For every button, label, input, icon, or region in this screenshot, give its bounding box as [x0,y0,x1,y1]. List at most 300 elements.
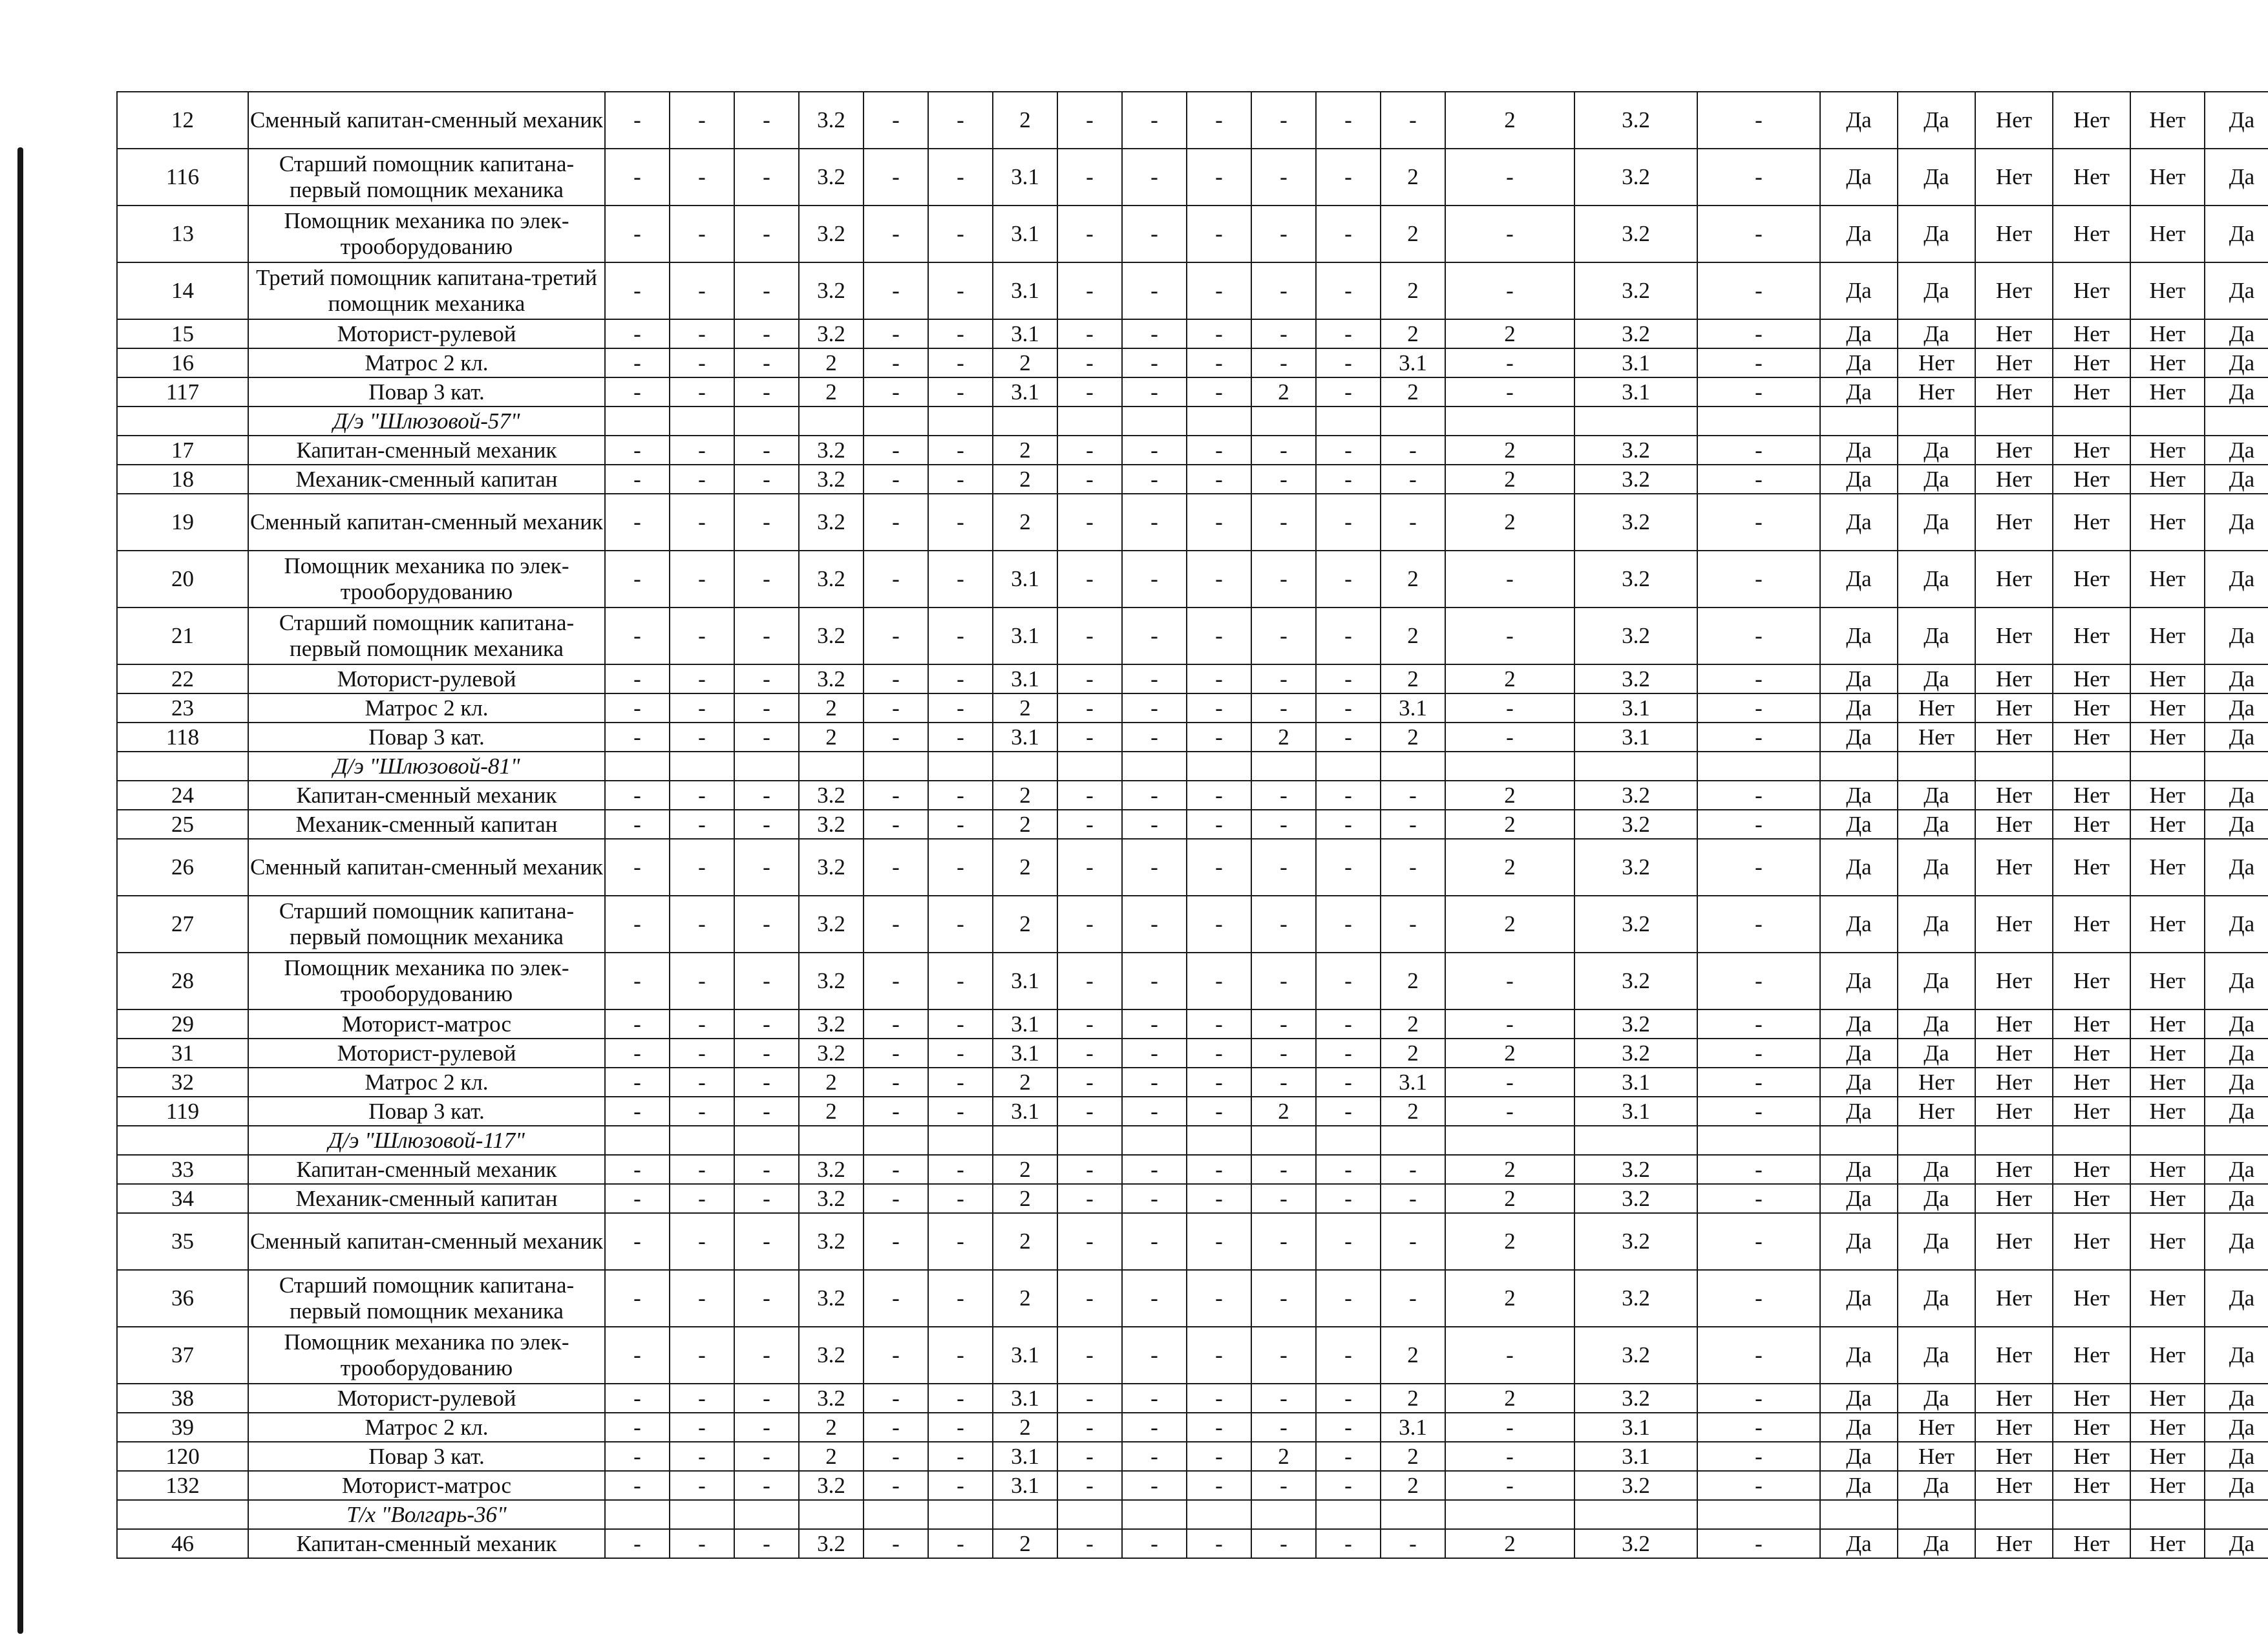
value-cell: 2 [799,1068,864,1097]
value-cell: Нет [1898,1097,1975,1126]
value-cell: - [1445,149,1574,206]
value-cell: - [864,1270,928,1327]
empty-cell [1574,752,1697,781]
position-name: Помощник механика по элек-трооборудованию [248,1327,605,1384]
value-cell: - [1445,262,1574,319]
empty-cell [993,752,1057,781]
empty-cell [1898,752,1975,781]
value-cell: - [1057,465,1122,494]
value-cell: - [670,1413,734,1442]
empty-cell [928,752,993,781]
value-cell: - [1381,810,1445,839]
value-cell: Да [2205,206,2268,262]
empty-cell [2130,752,2205,781]
value-cell: Да [1898,1529,1975,1558]
value-cell: - [1381,494,1445,551]
value-cell: - [1057,377,1122,407]
value-cell: Да [1820,839,1898,896]
empty-cell [2130,407,2205,436]
value-cell: - [670,607,734,664]
value-cell: - [1187,839,1251,896]
section-num-cell [117,407,248,436]
value-cell: - [928,1155,993,1184]
value-cell: Да [1820,1384,1898,1413]
value-cell: 3.1 [1574,693,1697,723]
value-cell: Да [2205,664,2268,693]
value-cell: Да [2205,1384,2268,1413]
value-cell: - [734,149,799,206]
value-cell: 3.2 [799,1327,864,1384]
value-cell: - [1316,262,1381,319]
row-number: 27 [117,896,248,953]
value-cell: - [1697,348,1820,377]
value-cell: - [670,149,734,206]
value-cell: 2 [1381,1384,1445,1413]
value-cell: Да [2205,465,2268,494]
value-cell: - [928,1471,993,1500]
value-cell: - [1057,1039,1122,1068]
value-cell: - [1122,723,1187,752]
table-row [117,1270,2268,1327]
value-cell: Да [1820,781,1898,810]
value-cell: Да [2205,1213,2268,1270]
value-cell: - [1122,149,1187,206]
position-name: Повар 3 кат. [248,723,605,752]
value-cell: 2 [1445,92,1574,149]
value-cell: Да [2205,1155,2268,1184]
value-cell: Да [1898,551,1975,607]
value-cell: Нет [1975,149,2053,206]
value-cell: - [1122,551,1187,607]
value-cell: - [1316,664,1381,693]
value-cell: 3.2 [799,551,864,607]
value-cell: - [734,92,799,149]
value-cell: 3.2 [799,1270,864,1327]
table-row [117,1213,2268,1270]
value-cell: Да [1898,1184,1975,1213]
value-cell: - [1057,348,1122,377]
value-cell: Да [2205,839,2268,896]
value-cell: Нет [2053,1384,2130,1413]
position-name: Моторист-рулевой [248,1384,605,1413]
value-cell: - [1251,1184,1316,1213]
table-row [117,693,2268,723]
row-number: 132 [117,1471,248,1500]
value-cell: - [1381,1529,1445,1558]
table-row [117,319,2268,348]
value-cell: 2 [1445,781,1574,810]
value-cell: - [1057,1068,1122,1097]
empty-cell [605,752,670,781]
value-cell: Нет [2053,494,2130,551]
value-cell: Да [1820,262,1898,319]
value-cell: Да [2205,1009,2268,1039]
value-cell: 3.2 [799,319,864,348]
value-cell: - [864,1413,928,1442]
value-cell: - [864,810,928,839]
value-cell: 3.2 [1574,1529,1697,1558]
row-number: 46 [117,1529,248,1558]
value-cell: 2 [799,1413,864,1442]
value-cell: - [1445,377,1574,407]
value-cell: Нет [2130,465,2205,494]
row-number: 33 [117,1155,248,1184]
value-cell: - [928,92,993,149]
value-cell: 3.1 [993,953,1057,1009]
empty-cell [1316,752,1381,781]
value-cell: Да [2205,551,2268,607]
value-cell: - [1251,781,1316,810]
value-cell: Да [1898,149,1975,206]
value-cell: - [864,1529,928,1558]
value-cell: 2 [1381,723,1445,752]
value-cell: - [670,262,734,319]
value-cell: 3.1 [993,1442,1057,1471]
value-cell: 2 [993,92,1057,149]
value-cell: Да [2205,953,2268,1009]
value-cell: - [1445,551,1574,607]
empty-cell [1697,1126,1820,1155]
value-cell: - [864,149,928,206]
value-cell: - [734,896,799,953]
table-row [117,1471,2268,1500]
value-cell: Нет [1975,1327,2053,1384]
value-cell: - [1057,319,1122,348]
value-cell: - [734,810,799,839]
value-cell: - [1697,1039,1820,1068]
value-cell: - [928,810,993,839]
empty-cell [1381,407,1445,436]
value-cell: - [1697,953,1820,1009]
value-cell: Нет [2130,551,2205,607]
value-cell: 3.2 [799,810,864,839]
value-cell: - [1122,1384,1187,1413]
scan-edge-mark [17,147,23,1634]
position-name: Повар 3 кат. [248,1097,605,1126]
value-cell: Нет [2053,1529,2130,1558]
value-cell: - [1251,494,1316,551]
value-cell: - [1122,839,1187,896]
position-name: Матрос 2 кл. [248,1068,605,1097]
value-cell: Да [1820,1327,1898,1384]
value-cell: - [1697,693,1820,723]
value-cell: - [670,723,734,752]
value-cell: - [1316,953,1381,1009]
value-cell: - [1316,1155,1381,1184]
value-cell: - [1187,206,1251,262]
value-cell: - [734,693,799,723]
value-cell: Да [1820,1155,1898,1184]
value-cell: Да [1820,149,1898,206]
value-cell: 3.2 [799,607,864,664]
empty-cell [1381,1126,1445,1155]
value-cell: - [928,1009,993,1039]
table-row [117,607,2268,664]
position-name: Капитан-сменный механик [248,436,605,465]
row-number: 29 [117,1009,248,1039]
value-cell: - [734,1327,799,1384]
value-cell: - [1057,1384,1122,1413]
row-number: 13 [117,206,248,262]
table-row [117,1442,2268,1471]
value-cell: Нет [2130,1068,2205,1097]
value-cell: Да [1820,1529,1898,1558]
position-name: Третий помощник капитана-третий помощник механика [248,262,605,319]
value-cell: - [1316,465,1381,494]
empty-cell [864,752,928,781]
table-row [117,1068,2268,1097]
value-cell: - [1316,551,1381,607]
value-cell: - [670,810,734,839]
empty-cell [1251,752,1316,781]
value-cell: 3.1 [993,1009,1057,1039]
value-cell: - [605,781,670,810]
value-cell: - [1251,1529,1316,1558]
value-cell: Нет [2130,1442,2205,1471]
empty-cell [799,1500,864,1529]
value-cell: Нет [2130,953,2205,1009]
value-cell: - [1697,810,1820,839]
value-cell: 3.2 [1574,953,1697,1009]
value-cell: Да [1820,607,1898,664]
value-cell: 2 [1445,839,1574,896]
value-cell: 3.2 [1574,1039,1697,1068]
value-cell: Нет [1975,839,2053,896]
value-cell: Да [1898,206,1975,262]
value-cell: - [1122,1529,1187,1558]
value-cell: - [1057,693,1122,723]
position-name: Капитан-сменный механик [248,1155,605,1184]
value-cell: Да [1898,664,1975,693]
empty-cell [1316,1500,1381,1529]
value-cell: - [864,206,928,262]
empty-cell [1251,1126,1316,1155]
value-cell: - [1316,436,1381,465]
value-cell: - [1057,1184,1122,1213]
value-cell: - [1187,1327,1251,1384]
value-cell: - [1445,1009,1574,1039]
value-cell: Нет [1975,1155,2053,1184]
value-cell: - [1122,1009,1187,1039]
value-cell: 2 [1381,1097,1445,1126]
value-cell: Да [2205,781,2268,810]
value-cell: Да [1898,1327,1975,1384]
value-cell: - [1251,1270,1316,1327]
value-cell: 2 [799,723,864,752]
value-cell: - [670,953,734,1009]
value-cell: - [1316,1097,1381,1126]
empty-cell [1316,407,1381,436]
table-row [117,149,2268,206]
position-name: Моторист-матрос [248,1471,605,1500]
value-cell: - [928,1068,993,1097]
value-cell: Нет [1975,1413,2053,1442]
value-cell: 2 [1445,319,1574,348]
value-cell: 3.1 [1574,377,1697,407]
value-cell: - [1697,839,1820,896]
value-cell: - [734,1442,799,1471]
empty-cell [2130,1126,2205,1155]
value-cell: - [1316,1009,1381,1039]
table-row [117,1097,2268,1126]
value-cell: Нет [2130,319,2205,348]
row-number: 31 [117,1039,248,1068]
value-cell: - [1697,436,1820,465]
section-header-row [117,407,2268,436]
value-cell: - [670,1270,734,1327]
value-cell: - [670,1039,734,1068]
value-cell: - [1122,1039,1187,1068]
position-name: Моторист-рулевой [248,319,605,348]
value-cell: - [1251,1009,1316,1039]
empty-cell [1187,752,1251,781]
row-number: 16 [117,348,248,377]
empty-cell [734,1500,799,1529]
value-cell: - [1381,436,1445,465]
value-cell: - [1445,206,1574,262]
value-cell: Да [1898,1155,1975,1184]
value-cell: - [864,1384,928,1413]
empty-cell [1820,407,1898,436]
value-cell: Да [2205,319,2268,348]
table-row [117,723,2268,752]
row-number: 21 [117,607,248,664]
value-cell: - [605,693,670,723]
value-cell: Да [2205,436,2268,465]
value-cell: Да [1820,319,1898,348]
value-cell: 3.2 [799,465,864,494]
value-cell: 2 [1251,1442,1316,1471]
value-cell: 3.1 [993,1384,1057,1413]
position-name: Капитан-сменный механик [248,781,605,810]
value-cell: - [605,1039,670,1068]
value-cell: - [928,1270,993,1327]
value-cell: - [1187,1039,1251,1068]
value-cell: Нет [2053,319,2130,348]
value-cell: 3.1 [993,1327,1057,1384]
value-cell: Нет [2130,1097,2205,1126]
value-cell: 3.2 [1574,810,1697,839]
value-cell: - [734,465,799,494]
empty-cell [1122,1500,1187,1529]
value-cell: - [928,896,993,953]
value-cell: - [1187,377,1251,407]
value-cell: Да [1820,494,1898,551]
value-cell: 2 [1445,1155,1574,1184]
value-cell: 3.1 [1381,1413,1445,1442]
value-cell: Нет [2130,1039,2205,1068]
value-cell: Да [2205,262,2268,319]
value-cell: - [864,551,928,607]
value-cell: - [1251,693,1316,723]
value-cell: - [1251,348,1316,377]
value-cell: 3.1 [993,551,1057,607]
row-number: 17 [117,436,248,465]
value-cell: 3.1 [993,206,1057,262]
value-cell: - [928,781,993,810]
value-cell: - [1697,1068,1820,1097]
value-cell: Нет [1898,1442,1975,1471]
value-cell: - [1697,896,1820,953]
row-number: 26 [117,839,248,896]
value-cell: Да [2205,1039,2268,1068]
value-cell: Нет [2130,1213,2205,1270]
value-cell: Нет [1975,1270,2053,1327]
value-cell: - [605,1471,670,1500]
value-cell: - [670,1327,734,1384]
position-name: Матрос 2 кл. [248,693,605,723]
value-cell: 3.1 [993,723,1057,752]
value-cell: - [928,723,993,752]
value-cell: - [1316,839,1381,896]
value-cell: - [1697,262,1820,319]
value-cell: - [605,551,670,607]
value-cell: - [670,377,734,407]
value-cell: - [864,436,928,465]
empty-cell [864,407,928,436]
value-cell: 2 [1381,1471,1445,1500]
value-cell: 3.2 [1574,149,1697,206]
value-cell: - [734,1097,799,1126]
value-cell: - [670,896,734,953]
empty-cell [799,752,864,781]
empty-cell [928,407,993,436]
value-cell: - [1187,551,1251,607]
empty-cell [1381,752,1445,781]
table-row [117,494,2268,551]
value-cell: - [928,262,993,319]
table-row [117,810,2268,839]
empty-cell [1187,407,1251,436]
value-cell: Нет [2130,1009,2205,1039]
value-cell: 3.2 [1574,607,1697,664]
value-cell: 2 [993,1184,1057,1213]
empty-cell [605,1500,670,1529]
value-cell: - [1187,348,1251,377]
row-number: 23 [117,693,248,723]
empty-cell [2053,752,2130,781]
value-cell: Нет [2130,377,2205,407]
value-cell: - [734,953,799,1009]
value-cell: - [1187,465,1251,494]
position-name: Старший помощник капитана-первый помощник механика [248,896,605,953]
empty-cell [2205,407,2268,436]
value-cell: Нет [1975,465,2053,494]
value-cell: - [1445,1327,1574,1384]
value-cell: Нет [2053,1442,2130,1471]
row-number: 14 [117,262,248,319]
value-cell: Нет [1975,607,2053,664]
value-cell: - [1187,1213,1251,1270]
table-row [117,1529,2268,1558]
empty-cell [1251,407,1316,436]
value-cell: 2 [993,1413,1057,1442]
value-cell: - [1445,953,1574,1009]
value-cell: - [1057,1529,1122,1558]
position-name: Сменный капитан-сменный механик [248,92,605,149]
value-cell: - [1057,551,1122,607]
value-cell: 2 [1445,494,1574,551]
value-cell: - [1316,377,1381,407]
value-cell: - [1316,1471,1381,1500]
value-cell: Нет [2130,436,2205,465]
position-name: Матрос 2 кл. [248,1413,605,1442]
value-cell: 3.1 [993,262,1057,319]
empty-cell [1057,407,1122,436]
value-cell: - [864,896,928,953]
value-cell: - [1187,664,1251,693]
value-cell: - [1057,1413,1122,1442]
